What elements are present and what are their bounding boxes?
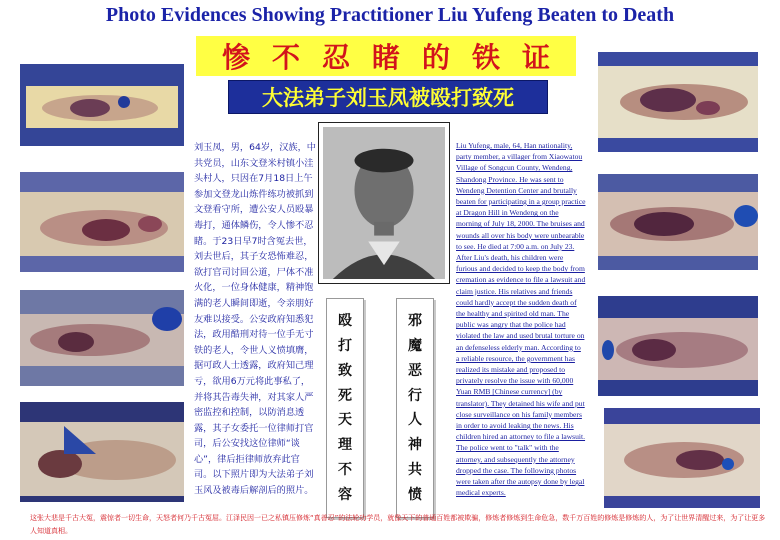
page-title: Photo Evidences Showing Practitioner Liu Yufeng Beaten to Death (105, 4, 675, 26)
autopsy-photo-left-2 (20, 172, 184, 272)
portrait-frame (318, 122, 450, 284)
autopsy-photo-left-3 (20, 290, 184, 386)
couplet-char: 不 (338, 461, 352, 478)
couplet-char: 愤 (408, 486, 422, 503)
couplet-banner-right (396, 298, 434, 518)
couplet-char: 邪 (408, 313, 422, 330)
autopsy-photo-left-1 (20, 64, 184, 146)
chinese-headline-banner (196, 36, 576, 76)
chinese-headline: 惨不忍睹的铁证 (221, 41, 572, 74)
couplet-char: 神 (408, 437, 422, 454)
couplet-char: 打 (338, 338, 352, 355)
portrait-photo (323, 127, 445, 279)
couplet-char: 容 (338, 486, 352, 503)
couplet-char: 殴 (338, 313, 352, 330)
footer-text: 这张大悲是千古大冤，震惊者一切生命，天怒者何乃千古冤屈。江泽民因一已之私镇压修炼“真善忍”的法轮功学员，就像天下的普通百姓都被欺骗，修炼者修炼到生命危急，数千万百姓的修炼是修炼的人，为了让世界清醒过来，为了让更多人知道真相。 (30, 514, 766, 535)
marker-dot (118, 96, 130, 108)
couplet-char: 行 (408, 387, 422, 404)
chinese-subtitle: 大法弟子刘玉凤被殴打致死 (262, 86, 514, 110)
couplet-char: 恶 (408, 362, 422, 379)
couplet-char: 人 (408, 412, 422, 429)
autopsy-photo-right-4 (604, 408, 760, 508)
autopsy-photo-right-2 (598, 174, 758, 270)
couplet-char: 致 (338, 362, 352, 379)
couplet-banner-left (326, 298, 364, 518)
chinese-description: 刘玉凤，男，64岁，汉族，中共党员，山东文登米村镇小洼头村人，只因在7月18日上午参加文登龙山炼件练功被抓到文登看守所，遭公安人员殴暴毒打，通体鳞伤，令人惨不忍睹。于23日早7时含冤去世，刘去世后，其子女恐怖难忍，欲打官司讨回公道，尸体不准火化，一位身体健康，精神饱满的老人瞬间即逝，令亲朋好友难以接受。公安政府知悉犯法，政用酷刑对待一位手无寸铁的老人，令世人义愤填膺，据可政人士透露，政府知己理亏，欲用6万元将此事私了，并将其告毒失神，对其家人严密监控和控制，以防消息透露，其子女委托一位律师打官司，后公安找这位律师“谈心”，律后拒律师放弃此官司。以下照片即为大法弟子刘玉风及被毒后解剖后的照片。 (194, 142, 316, 497)
autopsy-photo-right-3 (598, 296, 758, 396)
english-description: Liu Yufeng, male, 64, Han nationality, party member, a villager from Xiaowatou Village of Songcun County, Wendeng, Shandong Province. He was sent to Wendeng Detention Center and brutally beaten for participating in a group practice at Dragon Hill in Wendeng on the morning of July 18, 2000. The bruises and wounds all over his body were unbearable to see. He died at 7:00 a.m. on July 23. After Liu's death, his children were furious and decided to keep the body from cremation as evidence to file a lawsuit and claim justice. His relatives and friends could hardly accept the sudden death of the healthy and spirited old man. The public was angry that the police had violated the law and used brutal torture on an defenseless elderly man. According to a reliable resource, the government has realized its mistake and proposed to privately resolve the issue with 60,000 Yuan RMB [Chinese currency] (by translator). They detained his wife and put close surveillance on his family members in order to avoid leaking the news. His children hired an attorney to file a lawsuit. The police went to "talk" with the attorney, and subsequently the attorney dropped the case. The following photos were taken after the autopsy done by legal medical experts. (456, 141, 586, 498)
chinese-subtitle-banner (228, 80, 548, 114)
autopsy-photo-left-4 (20, 402, 184, 502)
couplet-char: 天 (338, 412, 352, 429)
couplet-char: 理 (338, 437, 352, 454)
couplet-char: 共 (408, 461, 422, 478)
couplet-char: 死 (338, 387, 352, 404)
autopsy-photo-right-1 (598, 52, 758, 152)
couplet-char: 魔 (408, 338, 422, 355)
